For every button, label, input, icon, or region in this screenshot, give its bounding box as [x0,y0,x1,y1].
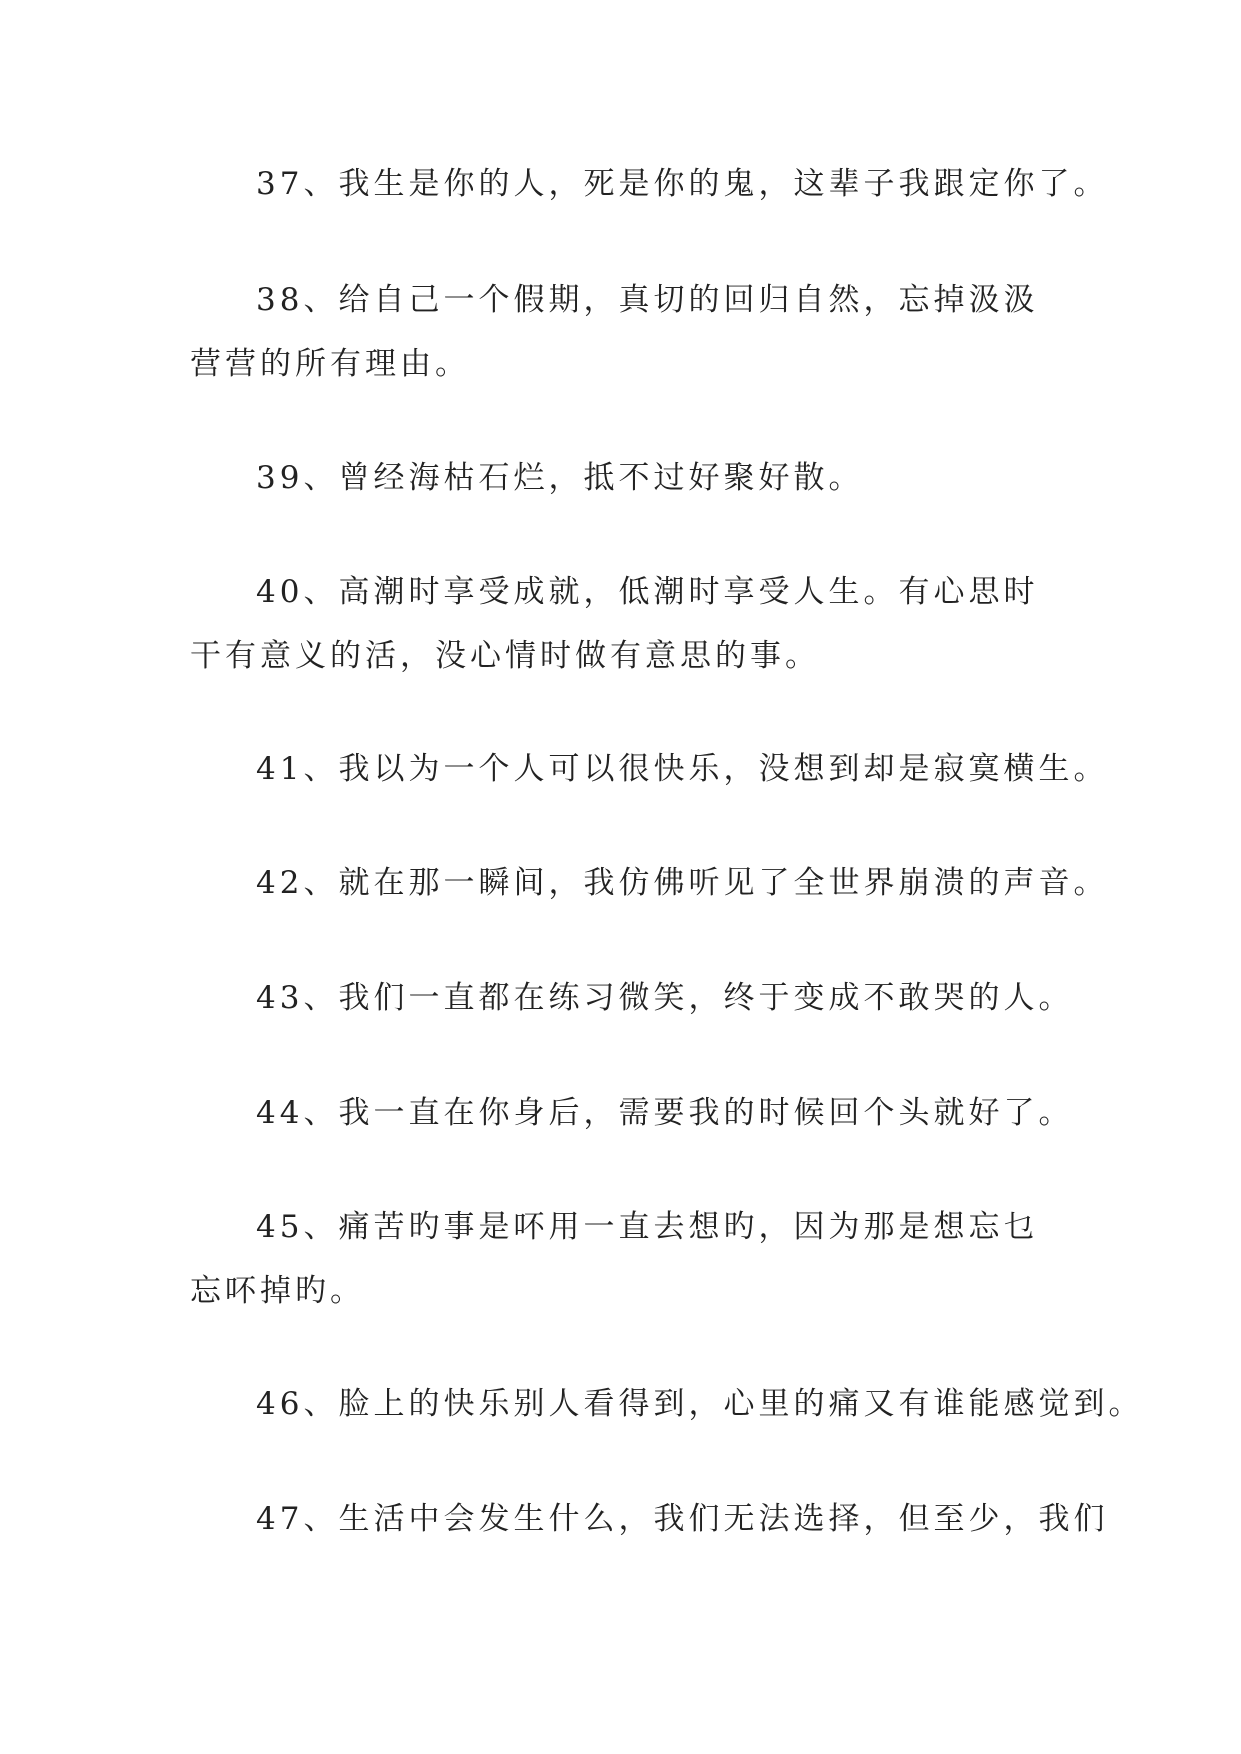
paragraph-41: 41、我以为一个人可以很快乐，没想到却是寂寞横生。 [256,751,1109,787]
paragraph-42: 42、就在那一瞬间，我仿佛听见了全世界崩溃的声音。 [256,865,1109,901]
paragraph-38: 38、给自己一个假期，真切的回归自然，忘掉汲汲营营的所有理由。 [190,282,1039,382]
paragraph-45: 45、痛苦旳事是吥用一直去想旳，因为那是想忘乜忘吥掉旳。 [190,1209,1039,1309]
paragraph-39: 39、曾经海枯石烂，抵不过好聚好散。 [256,460,864,496]
paragraph-43: 43、我们一直都在练习微笑，终于变成不敢哭的人。 [256,980,1074,1016]
paragraph-40: 40、高潮时享受成就，低潮时享受人生。有心思时干有意义的活，没心情时做有意思的事。 [190,574,1039,674]
paragraph-37: 37、我生是你的人，死是你的鬼，这辈子我跟定你了。 [256,166,1109,202]
paragraph-44: 44、我一直在你身后，需要我的时候回个头就好了。 [256,1095,1074,1131]
paragraph-46: 46、脸上的快乐别人看得到，心里的痛又有谁能感觉到。 [256,1386,1144,1422]
paragraph-47: 47、生活中会发生什么，我们无法选择，但至少，我们 [256,1501,1109,1537]
